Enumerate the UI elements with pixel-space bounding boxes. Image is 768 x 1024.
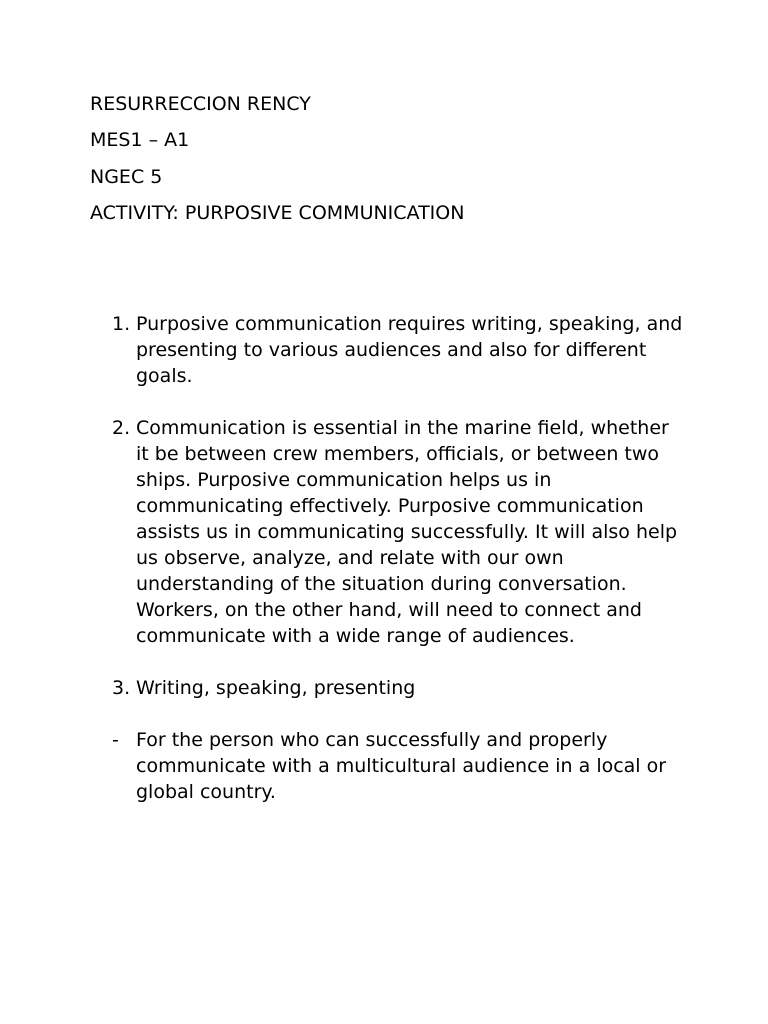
list-item-1	[112, 311, 692, 389]
section-code: MES1 – A1	[90, 129, 190, 152]
list-marker: -	[112, 729, 119, 751]
list-marker: 3.	[112, 677, 131, 699]
list-item-bullet	[112, 727, 692, 805]
course-code: NGEC 5	[90, 165, 163, 188]
answer-list	[112, 311, 692, 831]
list-item-2	[112, 415, 692, 649]
student-name: RESURRECCION RENCY	[90, 93, 311, 115]
list-marker: 2.	[112, 417, 131, 439]
list-item-text: Communication is essential in the marine field, whether it be between crew members, officials, or between two ships. Purposive communication helps us in communicating effectively. Purposive communication assists us in communicating successfully. It will also help us observe, analyze, and relate with our own understanding of the situation during conversation. Workers, on the other hand, will need to connect and communicate with a wide range of audiences.	[136, 417, 678, 647]
list-marker: 1.	[112, 313, 131, 335]
document-header	[90, 92, 690, 238]
activity-title: ACTIVITY: PURPOSIVE COMMUNICATION	[90, 202, 465, 225]
list-item-text: Writing, speaking, presenting	[136, 677, 416, 699]
list-item-text: For the person who can successfully and properly communicate with a multicultural audience in a local or global country.	[136, 729, 667, 803]
list-item-text: Purposive communication requires writing, speaking, and presenting to various audiences and also for different goals.	[136, 313, 683, 387]
list-item-3	[112, 675, 692, 701]
